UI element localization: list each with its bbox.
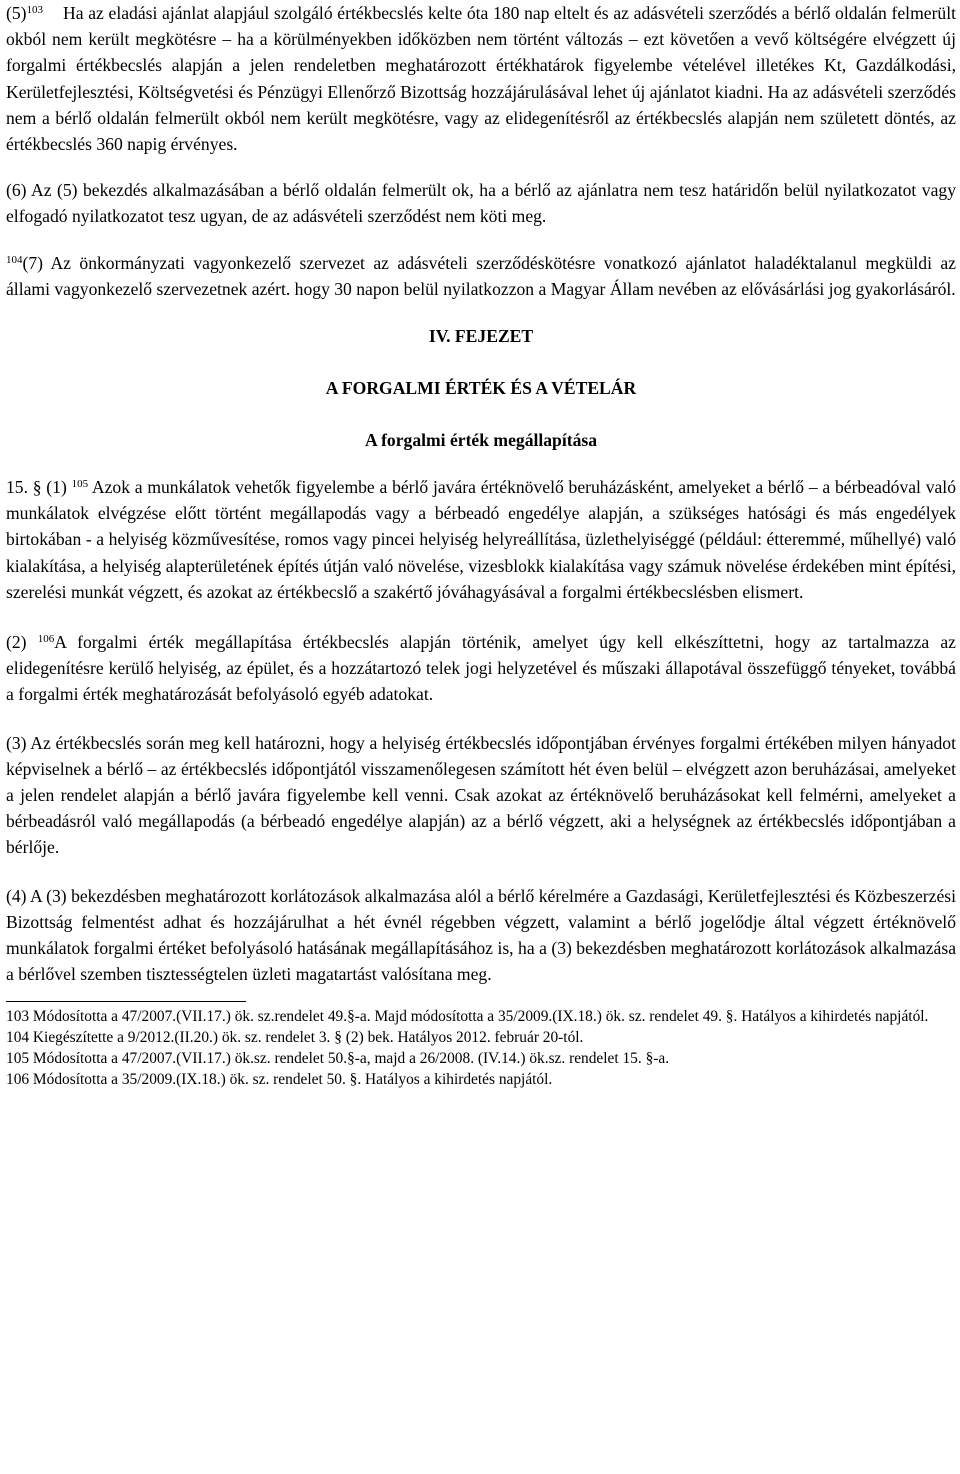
section-subtitle: A forgalmi érték megállapítása xyxy=(364,430,598,451)
footnote-divider xyxy=(6,1001,246,1002)
paragraph-5-number: (5) xyxy=(6,3,27,23)
paragraph-6: (6) Az (5) bekezdés alkalmazásában a bérlő oldalán felmerült ok, ha a bérlő az ajánlatra nem tesz határidőn belül nyilatkozatot vagy elfogadó nyilatkozatot tesz ugyan, de az adásvételi szerződést nem köti meg. xyxy=(6,180,956,227)
section-15-paragraph-2 xyxy=(6,629,956,708)
footnote-ref-105[interactable]: 105 xyxy=(71,478,89,491)
section-15-paragraph-2-text: A forgalmi érték megállapítása értékbecslés alapján történik, amelyet úgy kell elkészíttetni, hogy az tartalmazza az elidegenítésre kerülő helyiség, az épület, és a hozzátartozó telek jogi helyzetével és műszaki állapotával összefüggő tényeket, továbbá a forgalmi érték meghatározását befolyásoló egyéb adatokat. xyxy=(6,632,956,705)
footnote-106: 106 Módosította a 35/2009.(IX.18.) ök. sz. rendelet 50. §. Hatályos a kihirdetés napjától. xyxy=(6,1071,553,1089)
footnotes xyxy=(6,1006,956,1090)
section-15-paragraph-1 xyxy=(6,474,956,605)
footnote-104: 104 Kiegészítette a 9/2012.(II.20.) ök. sz. rendelet 3. § (2) bek. Hatályos 2012. február 20-tól. xyxy=(6,1029,584,1047)
chapter-number: IV. FEJEZET xyxy=(428,326,534,347)
section-15-paragraph-1-text: Azok a munkálatok vehetők figyelembe a bérlő javára értéknövelő beruházásként, amelyeket a bérlő – a bérbeadóval való munkálatok elvégzése előtt történt megállapodás vagy a bérbeadó engedélye alapján, a szükséges hatósági és más engedélyek birtokában - a helyiség közművesítése, romos vagy pincei helyiség helyreállítása, üzlethelyiséggé (például: étteremmé, műhellyé) való kialakítása, a helyiség alapterületének építés útján való növelése, vizesblokk kialakítása vagy számuk növelése érdekében mint építési, szerelési munkát végzett, és azokat az értékbecslő a szakértő jóváhagyásával a forgalmi értékbecslésben elismert. xyxy=(6,477,956,602)
section-15-paragraph-4: (4) A (3) bekezdésben meghatározott korlátozások alkalmazása alól a bérlő kérelmére a Gazdasági, Kerületfejlesztési és Közbeszerzési Bizottság felmentést adhat és hozzájárulhat a hét évnél régebben végzett, valamint a bérlő jogelődje által végzett értéknövelő munkálatok forgalmi értéket befolyásoló hatásának megállapításához is, ha a (3) bekezdésben meghatározott korlátozások alkalmazása a bérlővel szemben tisztességtelen üzleti magatartást valósítana meg. xyxy=(6,885,956,985)
footnote-ref-104[interactable]: 104 xyxy=(6,253,23,266)
paragraph-5 xyxy=(6,0,956,157)
paragraph-7-text: (7) Az önkormányzati vagyonkezelő szervezet az adásvételi szerződéskötésre vonatkozó ajánlatot haladéktalanul megküldi az állami vagyonkezelő szervezetnek azért. hogy 30 napon belül nyilatkozzon a Magyar Állam nevében az elővásárlási jog gyakorlásáról. xyxy=(6,252,956,299)
footnote-ref-106[interactable]: 106 xyxy=(37,633,55,646)
paragraph-5-text: Ha az eladási ajánlat alapjául szolgáló értékbecslés kelte óta 180 nap eltelt és az adásvételi szerződés a bérlő oldalán felmerült okból nem került megkötésre – ha a körülményekben időközben nem történt változás – ezt követően a vevő költségére elvégzett új forgalmi értékbecslés alapján a jelen rendeletben meghatározott értékhatárok figyelembe vételével illetékes Kt, Gazdálkodási, Kerületfejlesztési, Költségvetési és Pénzügyi Ellenőrző Bizottság hozzájárulásával lehet új ajánlatot kiadni. Ha az adásvételi szerződés nem a bérlő oldalán felmerült okból nem került megkötésre, vagy az elidegenítésről az értékbecslés alapján nem született döntés, az értékbecslés 360 napig érvényes. xyxy=(6,3,956,155)
section-15-paragraph-3: (3) Az értékbecslés során meg kell határozni, hogy a helyiség értékbecslés időpontjában érvényes forgalmi értékében milyen hányadot képviselnek a bérlő – az értékbecslés időpontjától visszamenőlegesen számított hét éven belül – elvégzett azon beruházásai, amelyeket a jelen rendelet alapján a bérlő javára figyelembe kell venni. Csak azokat az értéknövelő beruházásokat kell felmérni, amelyeket a bérbeadásról való megállapodás (a bérbeadó engedélye alapján) az a bérlő végzett, aki a helységnek az értékbecslés időpontjában a bérlője. xyxy=(6,732,956,858)
chapter-title: A FORGALMI ÉRTÉK ÉS A VÉTELÁR xyxy=(325,378,637,399)
footnote-ref-103[interactable]: 103 xyxy=(26,4,44,16)
section-15-lead: 15. § (1) xyxy=(6,477,67,498)
paragraph-7 xyxy=(6,250,956,302)
footnote-105: 105 Módosította a 47/2007.(VII.17.) ök.sz. rendelet 50.§-a, majd a 26/2008. (IV.14.) ök.sz. rendelet 15. §-a. xyxy=(6,1050,670,1068)
section-15-paragraph-2-lead: (2) xyxy=(6,632,27,653)
footnote-103: 103 Módosította a 47/2007.(VII.17.) ök. sz.rendelet 49.§-a. Majd módosította a 35/2009.(IX.18.) ök. sz. rendelet 49. §. Hatályos a kihirdetés napjától. xyxy=(6,1008,929,1026)
